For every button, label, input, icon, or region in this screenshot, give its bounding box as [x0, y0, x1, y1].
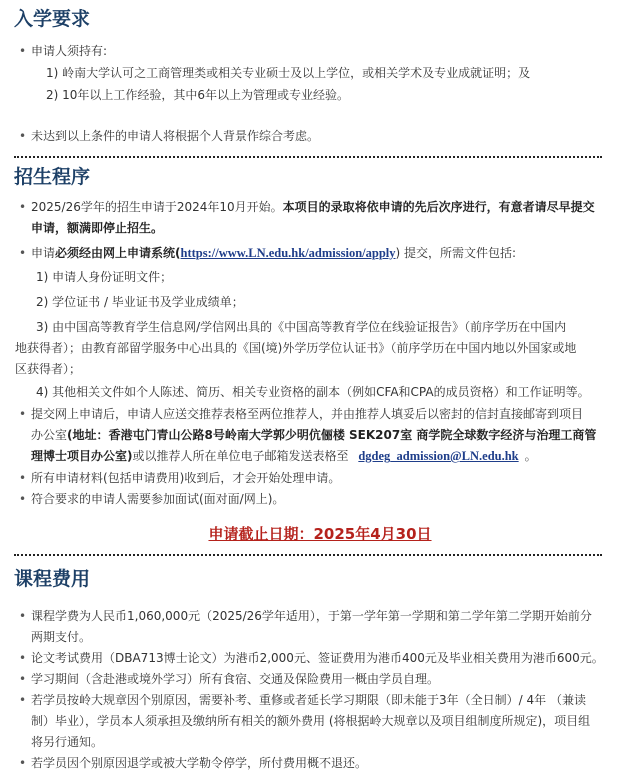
- thesis-fee: • 论文考试费用（DBA713博士论文）为港币2,000元、签证费用为港币400元及毕业相关费用为港币600元。: [31, 651, 604, 666]
- doc-identity: 1) 申请人身份证明文件；: [36, 270, 173, 284]
- admission-procedure-title: 招生程序: [14, 166, 91, 188]
- procedure-order-notice: 本项目的录取将依申请的先后次序进行，有意者请尽早提交: [282, 200, 595, 214]
- procedure-order-notice-cont: 申请，额满即停止招生。: [31, 221, 164, 235]
- doc-other: 4) 其他相关文件如个人陈述、简历、相关专业资格的副本（例如CFA和CPA的成员资格）和工作证明等。: [36, 385, 590, 399]
- living-expenses: • 学习期间（含赴港或境外学习）所有食宿、交通及保险费用一概由学员自理。: [31, 672, 439, 687]
- extra-fees-line1: • 若学员按岭大规章因个别原因，需要补考、重修或者延长学习期限（即未能于3年（全日制）/ 4年 （兼读: [31, 693, 586, 708]
- office-address-cont: 理博士项目办公室): [31, 449, 133, 463]
- interview-info: • 符合要求的申请人需要参加面试(面对面/网上)。: [31, 492, 284, 507]
- sentence-end: 。: [524, 449, 537, 463]
- extra-fees-line3: 将另行通知。: [31, 735, 104, 749]
- requirement-experience: 2) 10年以上工作经验，其中6年以上为管理或专业经验。: [46, 88, 350, 102]
- admission-email-link[interactable]: dgdeg_admission@LN.edu.hk: [358, 449, 519, 463]
- procedure-start-info: [31, 200, 595, 215]
- application-link[interactable]: https://www.LN.edu.hk/admission/apply: [180, 246, 396, 260]
- doc-verification-line1: 3) 由中国高等教育学生信息网/学信网出具的《中国高等教育学位在线验证报告》（前序学历在中国内: [36, 320, 567, 334]
- doc-verification-line2: 地获得者）；由教育部留学服务中心出具的《国(境)外学历学位认证书》（前序学历在中国内地以外国家或地: [15, 341, 577, 355]
- referee-office: 办公室: [31, 428, 68, 442]
- section-divider: [14, 156, 602, 158]
- no-refund-policy: • 若学员因个别原因退学或被大学勒令停学，所付费用概不退还。: [31, 756, 367, 771]
- requirement-degree: 1) 岭南大学认可之工商管理类或相关专业硕士及以上学位，或相关学术及专业成就证明；及: [46, 66, 531, 80]
- office-address: (地址：香港屯门青山公路8号岭南大学郭少明伉俪楼 SEK207室 商学院全球数字经济与治理工商管: [67, 428, 597, 442]
- application-deadline: 申请截止日期：2025年4月30日: [208, 525, 432, 543]
- online-prefix: 申请: [31, 246, 56, 260]
- online-open-paren: (: [175, 246, 181, 260]
- online-application-info: [31, 246, 516, 261]
- extra-fees-line2: 制）毕业），学员本人须承担及缴纳所有相关的额外费用 (将根据岭大规章以及项目组制度所规定)，项目组: [31, 714, 591, 728]
- referee-info-line1: • 提交网上申请后，申请人应送交推荐表格至两位推荐人，并由推荐人填妥后以密封的信封直接邮寄到项目: [31, 407, 583, 422]
- online-suffix: ) 提交，所需文件包括:: [395, 246, 517, 260]
- section-divider: [14, 554, 602, 556]
- referee-info-line3: [31, 449, 537, 464]
- referee-info-line2: [31, 428, 596, 443]
- tuition-fee-line2: 两期支付。: [31, 630, 92, 644]
- referee-email-text: 或以推荐人所在单位电子邮箱发送表格至: [132, 449, 349, 463]
- requirement-note: • 未达到以上条件的申请人将根据个人背景作综合考虑。: [31, 129, 319, 144]
- doc-degree: 2) 学位证书 / 毕业证书及学业成绩单；: [36, 295, 244, 309]
- procedure-start-text: 2025/26学年的招生申请于2024年10月开始。: [31, 200, 283, 214]
- doc-verification-line3: 区获得者）；: [15, 362, 82, 376]
- online-required: 必须经由网上申请系统: [55, 246, 176, 260]
- program-fees-title: 课程费用: [14, 568, 91, 590]
- processing-info: • 所有申请材料(包括申请费用)收到后，才会开始处理申请。: [31, 471, 340, 486]
- admission-requirements-title: 入学要求: [14, 8, 91, 30]
- tuition-fee-line1: • 课程学费为人民币1,060,000元（2025/26学年适用），于第一学年第一学期和第二学年第二学期开始前分: [31, 609, 592, 624]
- applicant-intro: • 申请人须持有:: [31, 44, 107, 59]
